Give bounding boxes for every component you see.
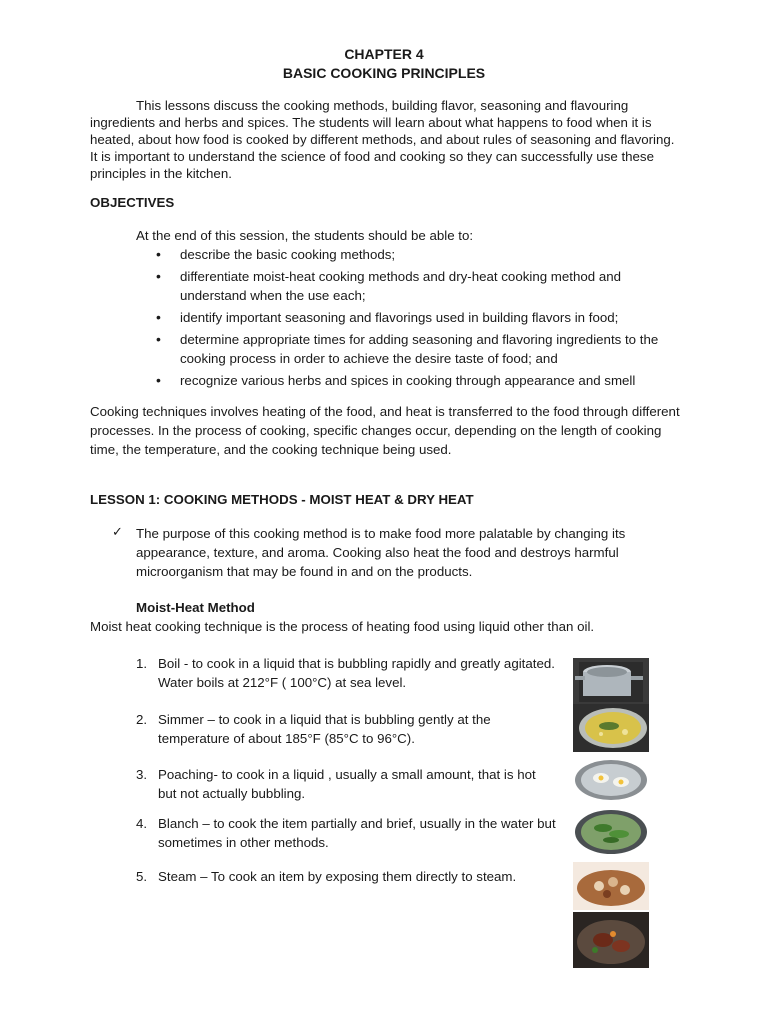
moist-heat-heading: Moist-Heat Method [136, 600, 255, 615]
objective-item: • identify important seasoning and flavorings used in building flavors in food; [136, 308, 686, 327]
objectives-intro: At the end of this session, the students should be able to: [136, 228, 474, 243]
objective-item: • recognize various herbs and spices in cooking through appearance and smell [136, 371, 686, 390]
steamed-dish-photo [573, 862, 649, 910]
method-text: Boil - to cook in a liquid that is bubbling rapidly and greatly agitated. Water boils at 212°F ( 100°C) at sea level. [158, 656, 555, 690]
blanched-greens-image [573, 806, 649, 858]
blanched-greens-photo [573, 806, 649, 858]
method-number: 1. [136, 656, 148, 671]
method-text: Steam – To cook an item by exposing them directly to steam. [158, 869, 517, 884]
boiling-pot-image [573, 658, 649, 704]
boiling-pot-photo [573, 658, 649, 704]
checkmark-icon: ✓ [112, 525, 123, 540]
chapter-number: CHAPTER 4 [344, 46, 424, 62]
purpose-text: The purpose of this cooking method is to make food more palatable by changing its appearance, texture, and aroma. Cooking also heat the food and destroys harmful microorganism that may be found in and on the products. [136, 526, 626, 579]
poached-eggs-photo [573, 756, 649, 804]
moist-heat-definition: Moist heat cooking technique is the process of heating food using liquid other than oil. [90, 619, 595, 634]
method-text: Blanch – to cook the item partially and brief, usually in the water but sometimes in other methods. [158, 816, 556, 850]
intro-paragraph: This lessons discuss the cooking methods, building flavor, seasoning and flavouring ingredients and herbs and spices. The students will learn about what happens to food when it is heated, about how food is cooked by different methods, and about rules of seasoning and flavoring. It is important to understand the science of food and cooking so they can successfully use these principles in the kitchen. [90, 98, 675, 181]
objective-item: • describe the basic cooking methods; [136, 245, 686, 264]
method-number: 2. [136, 712, 148, 727]
chapter-title: BASIC COOKING PRINCIPLES [282, 65, 486, 81]
steamed-dish-image [573, 862, 649, 910]
method-text: Simmer – to cook in a liquid that is bubbling gently at the temperature of about 185°F (85°C to 96°C). [158, 712, 491, 746]
braised-meat-image [573, 912, 649, 968]
objectives-list [136, 245, 686, 393]
poached-eggs-image [573, 756, 649, 804]
braised-meat-photo [573, 912, 649, 968]
method-number: 3. [136, 767, 148, 782]
objective-item: • differentiate moist-heat cooking methods and dry-heat cooking method and understand when the use each; [136, 267, 686, 305]
objective-item: • determine appropriate times for adding seasoning and flavoring ingredients to the cooking process in order to achieve the desire taste of food; and [136, 330, 686, 368]
objectives-heading: OBJECTIVES [90, 195, 175, 210]
method-number: 5. [136, 869, 148, 884]
method-text: Poaching- to cook in a liquid , usually a small amount, that is hot but not actually bubbling. [158, 767, 536, 801]
cooking-techniques-paragraph: Cooking techniques involves heating of the food, and heat is transferred to the food through different processes. In the process of cooking, specific changes occur, depending on the length of cooking time, the temperature, and the cooking technique being used. [90, 404, 680, 457]
simmering-soup-photo [573, 704, 649, 752]
simmering-soup-image [573, 704, 649, 752]
method-number: 4. [136, 816, 148, 831]
lesson1-heading: LESSON 1: COOKING METHODS - MOIST HEAT & DRY HEAT [90, 492, 474, 507]
